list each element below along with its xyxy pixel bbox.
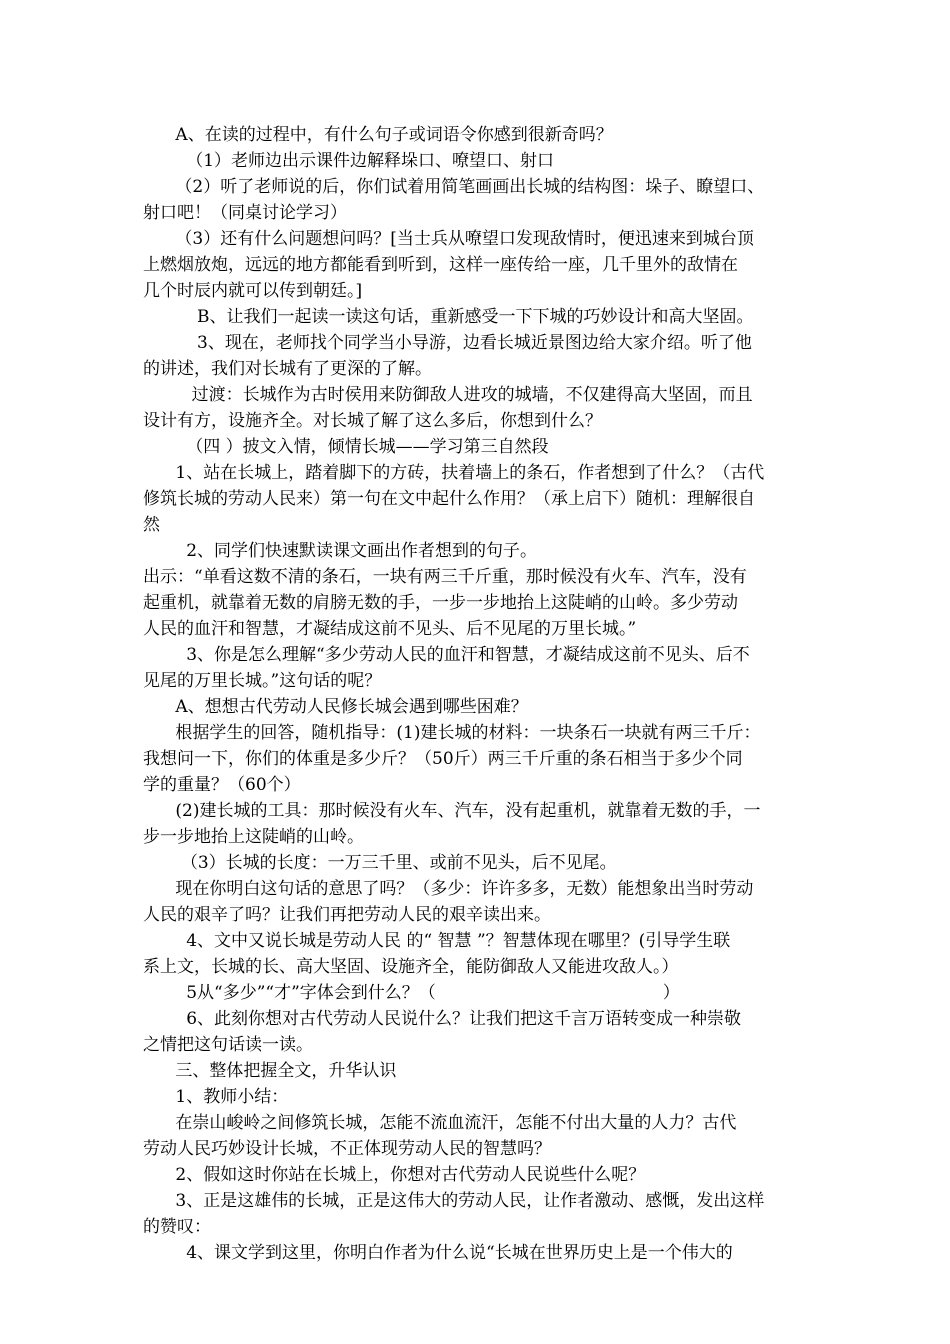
text-line: 6、此刻你想对古代劳动人民说什么？让我们把这千言万语转变成一种崇敬 (143, 1009, 742, 1029)
text-line: 修筑长城的劳动人民来）第一句在文中起什么作用？（承上启下）随机：理解很自 (143, 489, 755, 509)
text-line: A、想想古代劳动人民修长城会遇到哪些困难？ (143, 697, 528, 717)
text-line: 的讲述，我们对长城有了更深的了解。 (143, 359, 432, 379)
text-line: 学的重量？（60个） (143, 775, 301, 795)
text-line: （3）长城的长度：一万三千里、或前不见头，后不见尾。 (143, 853, 617, 873)
text-line: 几个时辰内就可以传到朝廷。] (143, 281, 363, 301)
text-line: 的赞叹： (143, 1217, 211, 1237)
text-line: （1）老师边出示课件边解释垛口、嘹望口、射口 (143, 151, 555, 171)
text-line: B、让我们一起读一读这句话，重新感受一下下城的巧妙设计和高大坚固。 (143, 307, 754, 327)
text-line: 见尾的万里长城。”这句话的呢？ (143, 671, 382, 691)
text-line: 现在你明白这句话的意思了吗？（多少：许许多多，无数）能想象出当时劳动 (143, 879, 754, 899)
text-line: 出示：“单看这数不清的条石，一块有两三千斤重，那时候没有火车、汽车，没有 (143, 567, 747, 587)
text-line: A、在读的过程中，有什么句子或词语令你感到很新奇吗？ (143, 125, 613, 145)
text-line: 1、教师小结： (143, 1087, 289, 1107)
text-line: 人民的艰辛了吗？让我们再把劳动人民的艰辛读出来。 (143, 905, 551, 925)
text-line: 之情把这句话读一读。 (143, 1035, 313, 1055)
text-line: 我想问一下，你们的体重是多少斤？（50斤）两三千斤重的条石相当于多少个同 (143, 749, 743, 769)
text-line: (2)建长城的工具：那时候没有火车、汽车，没有起重机，就靠着无数的手，一 (143, 801, 761, 821)
text-line: 然 (143, 515, 160, 535)
text-line: 射口吧！（同桌讨论学习） (143, 203, 347, 223)
text-line: 2、同学们快速默读课文画出作者想到的句子。 (143, 541, 538, 561)
text-line: 根据学生的回答，随机指导：(1)建长城的材料：一块条石一块就有两三千斤： (143, 723, 761, 743)
text-line: 5从“多少”“才”字体会到什么？（ ） (143, 983, 680, 1003)
text-line: 3、你是怎么理解“多少劳动人民的血汗和智慧，才凝结成这前不见头、后不 (143, 645, 750, 665)
text-line: （2）听了老师说的后，你们试着用简笔画画出长城的结构图：垛子、瞭望口、 (143, 177, 765, 197)
text-line: 过渡：长城作为古时侯用来防御敌人进攻的城墙，不仅建得高大坚固，而且 (143, 385, 753, 405)
text-line: 3、正是这雄伟的长城，正是这伟大的劳动人民，让作者激动、感慨，发出这样 (143, 1191, 765, 1211)
text-line: 3、现在，老师找个同学当小导游，边看长城近景图边给大家介绍。听了他 (143, 333, 752, 353)
text-line: 系上文，长城的长、高大坚固、设施齐全，能防御敌人又能进攻敌人。） (143, 957, 679, 977)
text-line: （3）还有什么问题想问吗？[当士兵从嘹望口发现敌情时，便迅速来到城台顶 (143, 229, 754, 249)
text-line: 三、整体把握全文，升华认识 (143, 1061, 397, 1081)
text-line: （四 ）披文入情，倾情长城——学习第三自然段 (143, 437, 549, 457)
text-line: 人民的血汗和智慧，才凝结成这前不见头、后不见尾的万里长城。” (143, 619, 637, 639)
text-line: 4、课文学到这里，你明白作者为什么说“长城在世界历史上是一个伟大的 (143, 1243, 733, 1263)
text-line: 上燃烟放炮，远远的地方都能看到听到，这样一座传给一座，几千里外的敌情在 (143, 255, 738, 275)
text-line: 起重机，就靠着无数的肩膀无数的手，一步一步地抬上这陡峭的山岭。多少劳动 (143, 593, 738, 613)
text-line: 在崇山峻岭之间修筑长城，怎能不流血流汗，怎能不付出大量的人力？古代 (143, 1113, 737, 1133)
text-line: 4、文中又说长城是劳动人民 的“ 智慧 ”？智慧体现在哪里？(引导学生联 (143, 931, 731, 951)
text-line: 步一步地抬上这陡峭的山岭。 (143, 827, 364, 847)
text-line: 设计有方，设施齐全。对长城了解了这么多后，你想到什么？ (143, 411, 602, 431)
text-line: 劳动人民巧妙设计长城，不正体现劳动人民的智慧吗？ (143, 1139, 551, 1159)
text-line: 1、站在长城上，踏着脚下的方砖，扶着墙上的条石，作者想到了什么？（古代 (143, 463, 765, 483)
text-line: 2、假如这时你站在长城上，你想对古代劳动人民说些什么呢？ (143, 1165, 646, 1185)
